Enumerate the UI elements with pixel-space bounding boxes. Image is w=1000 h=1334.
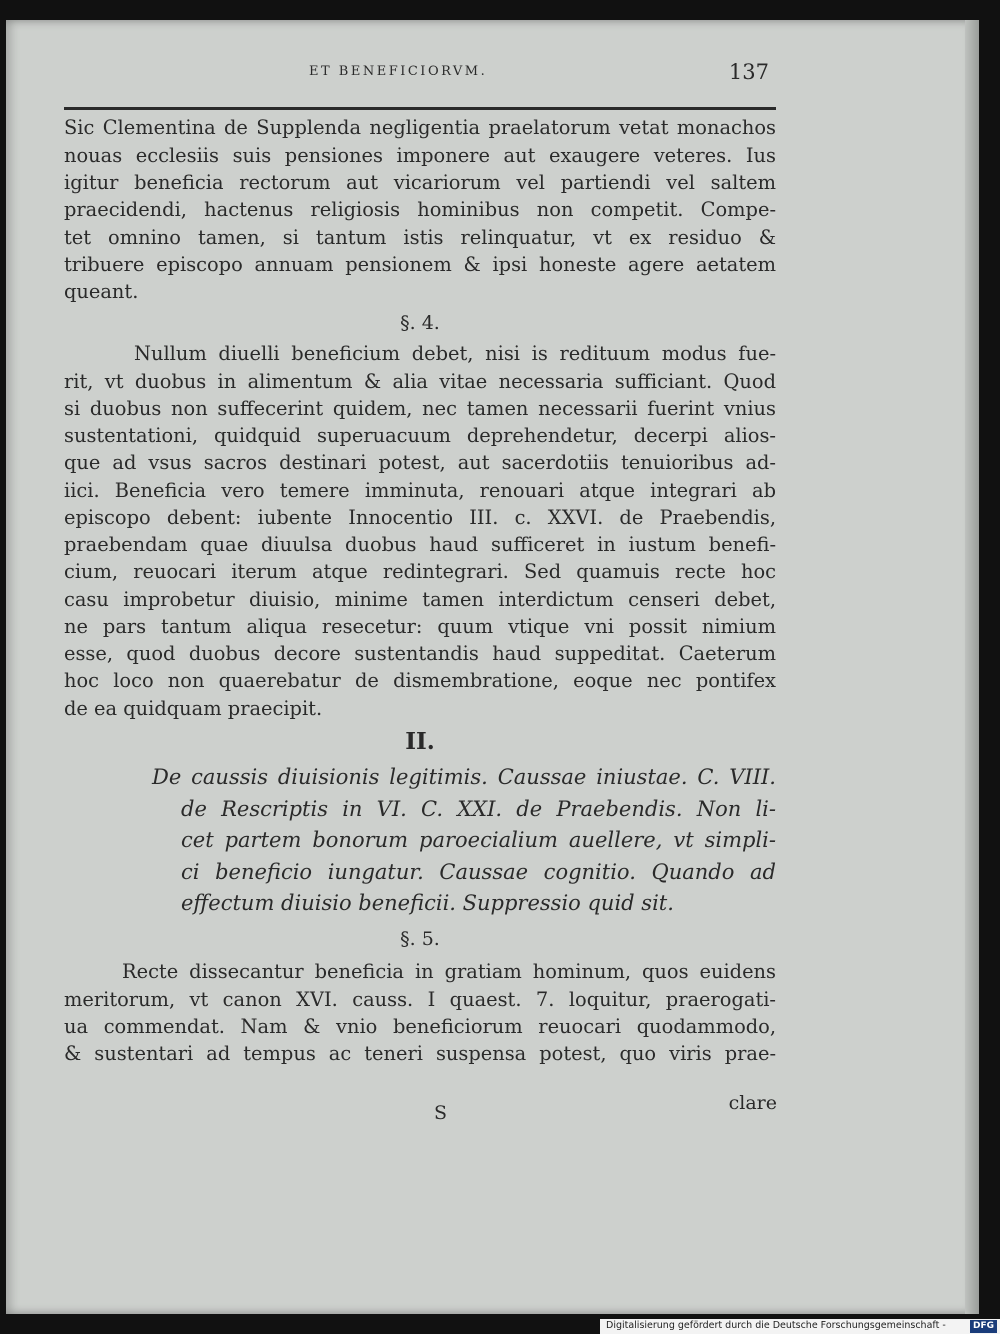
text-line: ne pars tantum aliqua resecetur: quum vtique vni possit nimium	[64, 615, 776, 638]
text-line: queant.	[64, 280, 139, 303]
running-head	[64, 60, 779, 90]
summary-line: effectum diuisio beneficii. Suppressio quid sit.	[181, 891, 674, 915]
text-line: episcopo debent: iubente Innocentio III. c. XXVI. de Praebendis,	[64, 506, 776, 529]
running-title: ET BENEFICIORVM.	[309, 64, 488, 79]
summary-line: ci beneficio iungatur. Caussae cognitio. Quando ad	[181, 860, 776, 884]
text-line: meritorum, vt canon XVI. causs. I quaest. 7. loquitur, praerogati-	[64, 988, 776, 1011]
page-edge-shadow	[965, 20, 979, 1314]
signature-mark: S	[434, 1102, 448, 1124]
text-line: casu improbetur diuisio, minime tamen interdictum censeri debet,	[64, 588, 776, 611]
digitization-footer	[600, 1319, 1000, 1334]
text-line: & sustentari ad tempus ac teneri suspensa potest, quo viris prae-	[64, 1042, 776, 1065]
head-rule	[64, 107, 776, 110]
text-line: Recte dissecantur beneficia in gratiam hominum, quos euidens	[122, 960, 776, 983]
text-line: rit, vt duobus in alimentum & alia vitae necessaria sufficiant. Quod	[64, 370, 776, 393]
section-heading: §. 4.	[400, 312, 440, 334]
book-page	[6, 20, 979, 1314]
text-line: igitur beneficia rectorum aut vicariorum vel partiendi vel saltem	[64, 171, 776, 194]
text-line: hoc loco non quaerebatur de dismembratione, eoque nec pontifex	[64, 669, 776, 692]
text-line: praebendam quae diuulsa duobus haud sufficeret in iustum benefi-	[64, 533, 776, 556]
text-line: que ad vsus sacros destinari potest, aut sacerdotiis tenuioribus ad-	[64, 451, 776, 474]
section-heading: §. 5.	[400, 928, 440, 950]
chapter-number: II.	[405, 728, 435, 755]
summary-line: De caussis diuisionis legitimis. Caussae iniustae. C. VIII.	[152, 765, 776, 789]
text-line: tet omnino tamen, si tantum istis relinquatur, vt ex residuo &	[64, 226, 776, 249]
text-line: si duobus non suffecerint quidem, nec tamen necessarii fuerint vnius	[64, 397, 776, 420]
text-line: sustentationi, quidquid superuacuum deprehendetur, decerpi alios-	[64, 424, 776, 447]
text-line: tribuere episcopo annuam pensionem & ipsi honeste agere aetatem	[64, 253, 776, 276]
text-line: Nullum diuelli beneficium debet, nisi is redituum modus fue-	[134, 342, 776, 365]
summary-line: de Rescriptis in VI. C. XXI. de Praebendis. Non li-	[181, 797, 776, 821]
summary-line: cet partem bonorum paroecialium auellere, vt simpli-	[181, 828, 776, 852]
text-line: ua commendat. Nam & vnio beneficiorum reuocari quodammodo,	[64, 1015, 776, 1038]
text-line: esse, quod duobus decore sustentandis haud suppeditat. Caeterum	[64, 642, 776, 665]
dfg-logo: DFG	[970, 1320, 997, 1333]
text-line: nouas ecclesiis suis pensiones imponere aut exaugere veteres. Ius	[64, 144, 776, 167]
catchword: clare	[728, 1092, 777, 1114]
text-line: cium, reuocari iterum atque redintegrari. Sed quamuis recte hoc	[64, 560, 776, 583]
page-number: 137	[728, 60, 769, 84]
footer-credit: Digitalisierung gefördert durch die Deutsche Forschungsgemeinschaft -	[606, 1320, 946, 1331]
text-line: praecidendi, hactenus religiosis hominibus non competit. Compe-	[64, 198, 776, 221]
text-line: iici. Beneficia vero temere imminuta, renouari atque integrari ab	[64, 479, 776, 502]
text-line: Sic Clementina de Supplenda negligentia praelatorum vetat monachos	[64, 116, 776, 139]
text-line: de ea quidquam praecipit.	[64, 697, 323, 720]
